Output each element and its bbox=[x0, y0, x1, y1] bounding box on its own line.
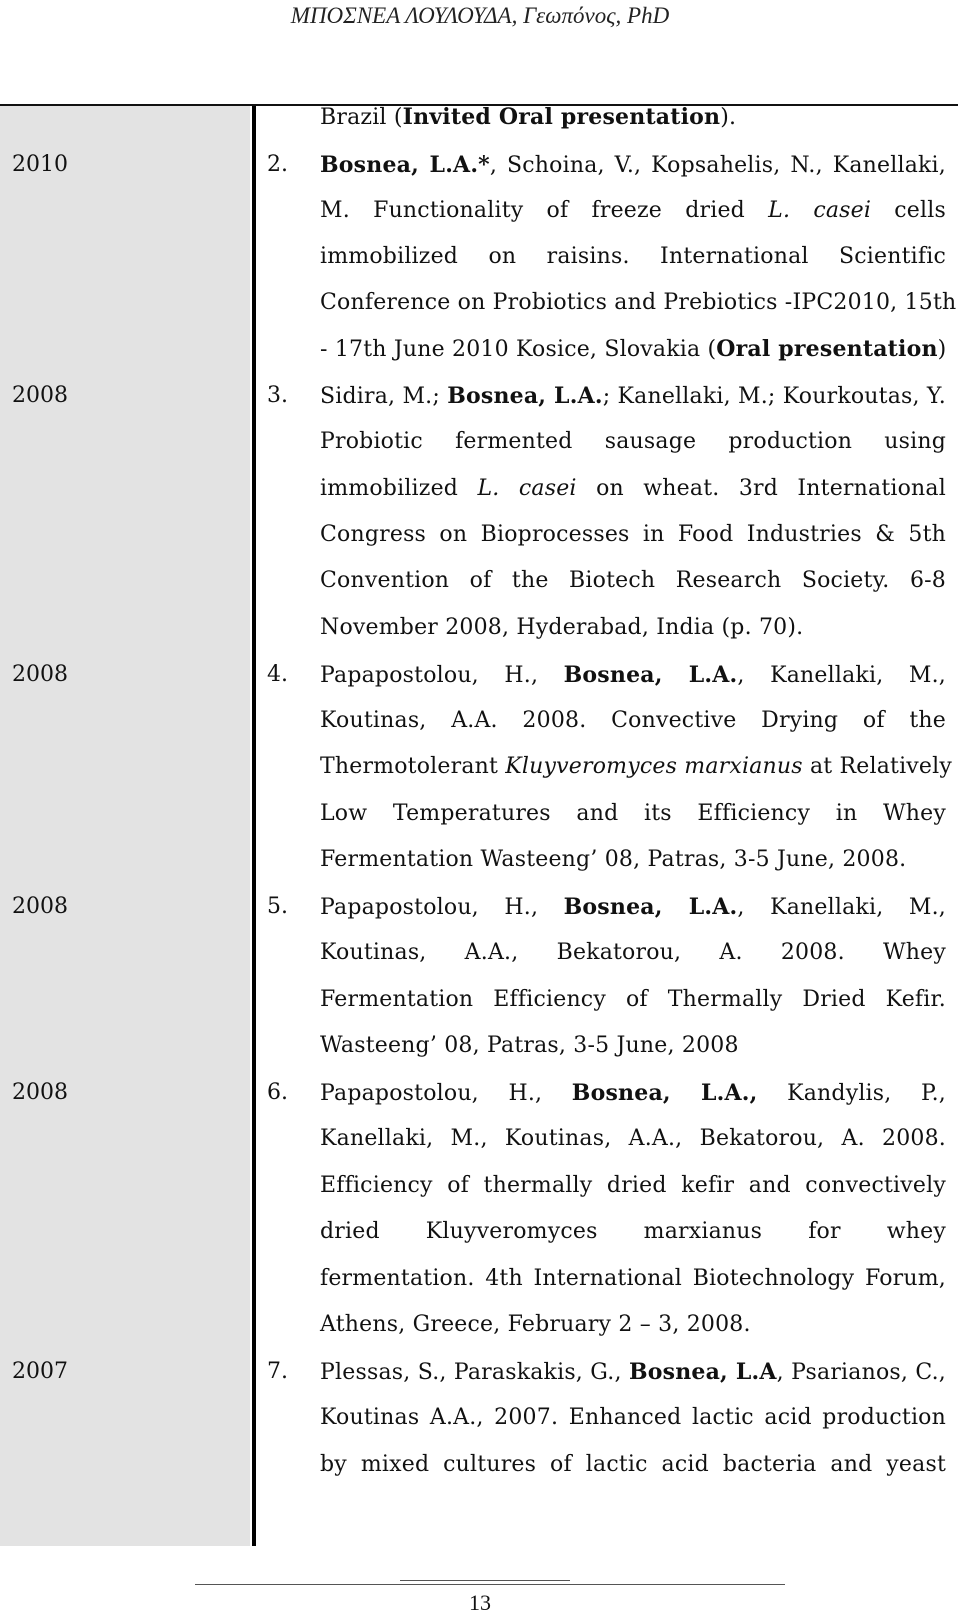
entry-line: Bosnea, L.A.*, Schoina, V., Kopsahelis, N., Kanellaki, bbox=[320, 152, 946, 178]
entry-line: Probiotic fermented sausage production using bbox=[320, 429, 946, 454]
entry-line: Sidira, M.; Bosnea, L.A.; Kanellaki, M.; Kourkoutas, Y. bbox=[320, 383, 947, 409]
entry-line: Plessas, S., Paraskakis, G., Bosnea, L.A, Psarianos, C., bbox=[320, 1359, 946, 1385]
entry-number: 6. bbox=[267, 1080, 288, 1105]
footer-rule-short bbox=[400, 1580, 570, 1581]
entry-year: 2008 bbox=[12, 894, 68, 919]
column-divider bbox=[252, 106, 256, 1546]
entry-line: Athens, Greece, February 2 – 3, 2008. bbox=[320, 1312, 751, 1337]
entry-line: Koutinas A.A., 2007. Enhanced lactic acid production bbox=[320, 1405, 946, 1430]
entry-line: immobilized on raisins. International Scientific bbox=[320, 244, 946, 269]
entry-number: 3. bbox=[267, 383, 288, 408]
entry-year: 2008 bbox=[12, 383, 68, 408]
entry-line: Convention of the Biotech Research Society. 6-8 bbox=[320, 568, 946, 593]
entry-line: Kanellaki, M., Koutinas, A.A., Bekatorou, A. 2008. bbox=[320, 1126, 946, 1151]
entry-line: Fermentation Wasteeng’ 08, Patras, 3-5 June, 2008. bbox=[320, 847, 907, 872]
entry-line: M. Functionality of freeze dried L. casei cells bbox=[320, 198, 946, 223]
year-column bbox=[0, 106, 250, 1546]
entry-line: Thermotolerant Kluyveromyces marxianus at Relatively bbox=[320, 754, 953, 779]
entry-number: 5. bbox=[267, 894, 288, 919]
entry-line: immobilized L. casei on wheat. 3rd International bbox=[320, 476, 946, 501]
entry-line: Efficiency of thermally dried kefir and convectively bbox=[320, 1173, 946, 1198]
entry-line: Papapostolou, H., Bosnea, L.A., Kandylis, P., bbox=[320, 1080, 946, 1106]
entry-line: Papapostolou, H., Bosnea, L.A., Kanellaki, M., bbox=[320, 894, 946, 920]
entry-line: November 2008, Hyderabad, India (p. 70). bbox=[320, 615, 804, 640]
entry-number: 2. bbox=[267, 152, 288, 177]
entry-line: dried Kluyveromyces marxianus for whey bbox=[320, 1219, 946, 1244]
entry-line: Low Temperatures and its Efficiency in Whey bbox=[320, 801, 946, 826]
entry-line: by mixed cultures of lactic acid bacteria and yeast bbox=[320, 1452, 946, 1477]
entry-line: Koutinas, A.A., Bekatorou, A. 2008. Whey bbox=[320, 940, 946, 965]
entry-line: fermentation. 4th International Biotechnology Forum, bbox=[320, 1266, 946, 1291]
entry-year: 2008 bbox=[12, 1080, 68, 1105]
entry-year: 2008 bbox=[12, 662, 68, 687]
entry-line: Papapostolou, H., Bosnea, L.A., Kanellaki, M., bbox=[320, 662, 946, 688]
entry-year: 2007 bbox=[12, 1359, 68, 1384]
entry-year: 2010 bbox=[12, 152, 68, 177]
page-header: ΜΠΟΣΝΕΑ ΛΟΥΛΟΥΔΑ, Γεωπόνος, PhD bbox=[290, 3, 670, 28]
entry-line: - 17th June 2010 Kosice, Slovakia (Oral presentation) bbox=[320, 336, 947, 362]
entry-line: Wasteeng’ 08, Patras, 3-5 June, 2008 bbox=[320, 1033, 739, 1058]
bold-text: Invited Oral presentation bbox=[402, 104, 721, 130]
entry-number: 7. bbox=[267, 1359, 288, 1384]
entry-line: Brazil (Invited Oral presentation). bbox=[320, 104, 737, 130]
entry-line: Conference on Probiotics and Prebiotics -IPC2010, 15th bbox=[320, 290, 957, 315]
entry-line: Fermentation Efficiency of Thermally Dried Kefir. bbox=[320, 987, 946, 1012]
footer-rule bbox=[195, 1584, 785, 1585]
entry-number: 4. bbox=[267, 662, 288, 687]
page-number: 13 bbox=[469, 1590, 491, 1615]
entry-line: Koutinas, A.A. 2008. Convective Drying of the bbox=[320, 708, 946, 733]
entry-line: Congress on Bioprocesses in Food Industries & 5th bbox=[320, 522, 946, 547]
